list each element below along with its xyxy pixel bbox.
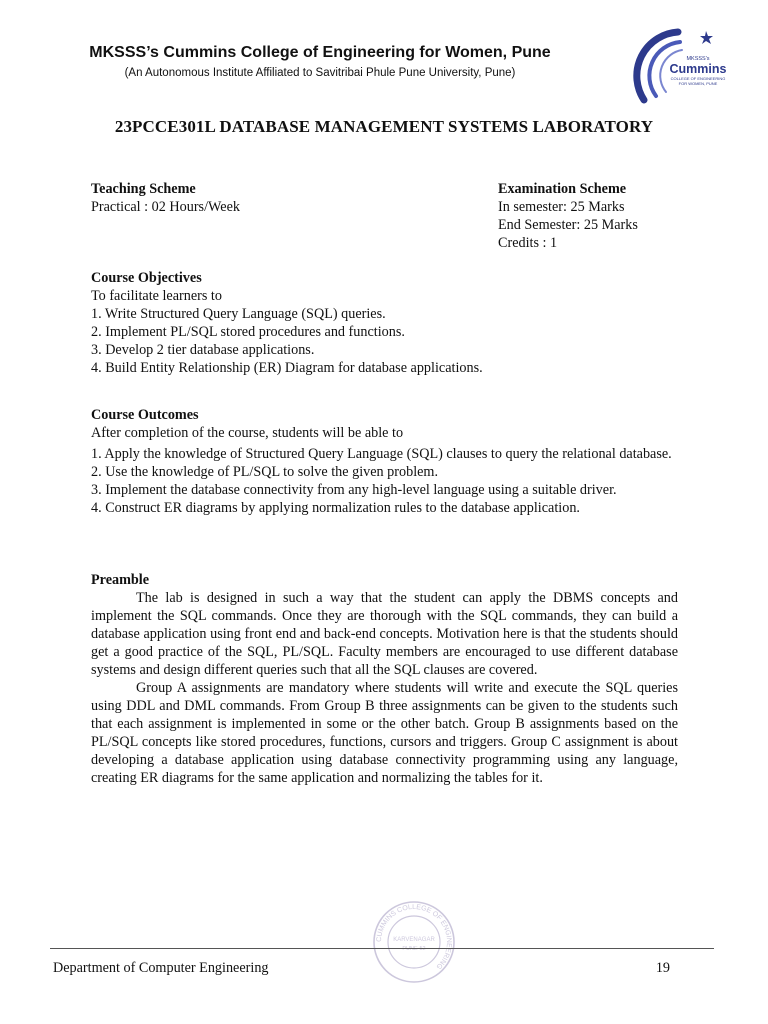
objective-item: 4. Build Entity Relationship (ER) Diagram for database applications. [91, 360, 483, 376]
objective-item: 2. Implement PL/SQL stored procedures and functions. [91, 324, 405, 340]
college-stamp [372, 900, 456, 984]
institute-subtitle: (An Autonomous Institute Affiliated to Savitribai Phule Pune University, Pune) [124, 67, 516, 79]
teaching-scheme [91, 180, 471, 216]
preamble-heading: Preamble [91, 572, 150, 588]
svg-text:Cummins: Cummins [669, 62, 727, 76]
svg-text:PUNE-52: PUNE-52 [402, 946, 426, 952]
svg-text:COLLEGE OF ENGINEERING: COLLEGE OF ENGINEERING [670, 76, 726, 81]
outcomes-intro: After completion of the course, students will be able to [91, 425, 404, 441]
course-objectives [91, 269, 678, 377]
in-semester-marks: In semester: 25 Marks [498, 199, 625, 215]
footer-divider [50, 948, 714, 949]
college-logo [620, 22, 732, 110]
outcome-item: 1. Apply the knowledge of Structured Query Language (SQL) clauses to query the relational database. [91, 446, 672, 462]
course-title: 23PCCE301L DATABASE MANAGEMENT SYSTEMS LABORATORY [114, 117, 654, 136]
teaching-scheme-heading: Teaching Scheme [91, 181, 196, 197]
credits: Credits : 1 [498, 235, 558, 251]
svg-text:FOR WOMEN, PUNE: FOR WOMEN, PUNE [678, 81, 718, 86]
objective-item: 1. Write Structured Query Language (SQL) queries. [91, 306, 386, 322]
footer-department: Department of Computer Engineering [53, 960, 269, 976]
outcome-item: 3. Implement the database connectivity from any high-level language using a suitable driver. [91, 482, 617, 498]
objective-item: 3. Develop 2 tier database applications. [91, 342, 315, 358]
svg-text:MKSSS's: MKSSS's [686, 56, 710, 62]
svg-text:KARVENAGAR: KARVENAGAR [393, 937, 435, 943]
examination-scheme [498, 180, 698, 252]
preamble [91, 571, 678, 787]
svg-text:CUMMINS COLLEGE OF ENGINEERING: CUMMINS COLLEGE OF ENGINEERING [375, 903, 453, 971]
outcome-item: 4. Construct ER diagrams by applying normalization rules to the database application. [91, 500, 580, 516]
page-number: 19 [655, 960, 670, 976]
objectives-intro: To facilitate learners to [91, 288, 222, 304]
objectives-heading: Course Objectives [91, 270, 202, 286]
preamble-paragraph: Group A assignments are mandatory where students will write and execute the SQL queries using DDL and DML commands. From Group B three assignments can be given to the students such that each assignment is implemented in some or the other batch. Group B assignments based on the PL/SQL concepts like stored procedures, functions, cursors and triggers. Group C assignment is about developing a database application using database connectivity programming using any language, creating ER diagrams for the same application and normalizing the tables for it. [91, 680, 678, 786]
examination-scheme-heading: Examination Scheme [498, 181, 627, 197]
outcomes-heading: Course Outcomes [91, 407, 199, 423]
end-semester-marks: End Semester: 25 Marks [498, 217, 638, 233]
outcome-item: 2. Use the knowledge of PL/SQL to solve the given problem. [91, 464, 439, 480]
preamble-paragraph: The lab is designed in such a way that the student can apply the DBMS concepts and implement the SQL commands. Once they are thorough with the SQL commands, they can build a database application using front end and back-end concepts. Motivation here is that the students should get a good practice of the SQL, PL/SQL. Faculty members are encouraged to use different database systems and design different queries such that all the SQL clauses are covered. [91, 590, 678, 678]
practical-hours: Practical : 02 Hours/Week [91, 199, 240, 215]
institute-name: MKSSS’s Cummins College of Engineering for Women, Pune [89, 44, 551, 61]
course-outcomes [91, 406, 678, 517]
